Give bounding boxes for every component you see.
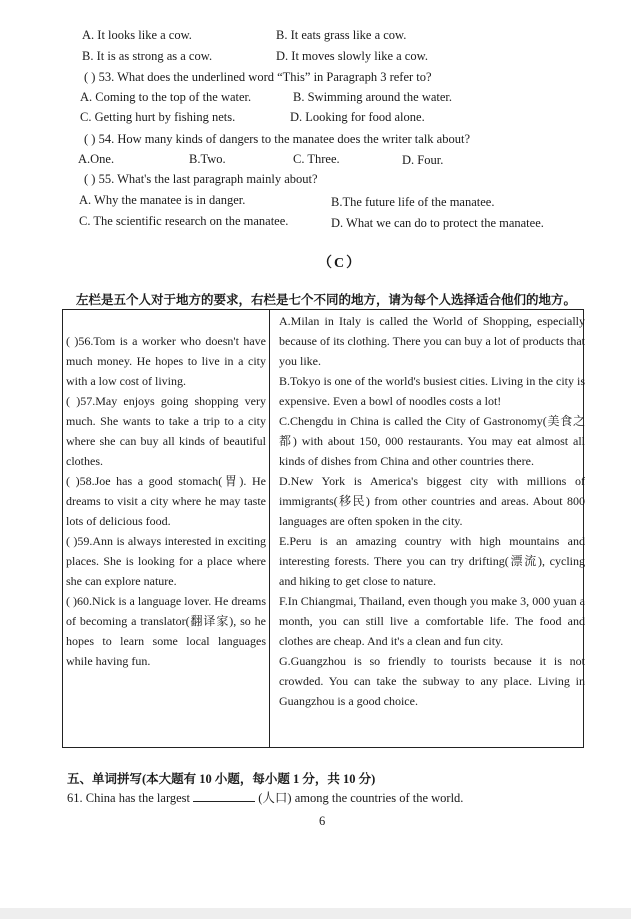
q61-hint: (人口) [258, 791, 292, 805]
place-item: D.New York is America's biggest city with millions of immigrants(移民) from other countries and areas. About 800 languages are often spoken in the city. [279, 474, 585, 528]
q61-prefix: 61. China has the largest [67, 791, 191, 805]
q53-option-b: B. Swimming around the water. [293, 90, 453, 104]
q52-option-b: B. It eats grass like a cow. [276, 28, 407, 42]
q53-option-c: C. Getting hurt by fishing nets. [80, 110, 236, 124]
place-item: A.Milan in Italy is called the World of Shopping, especially because of its clothing. There you can buy a lot of products that you like. [279, 314, 585, 368]
people-column [66, 331, 266, 671]
q54-stem: ( ) 54. How many kinds of dangers to the manatee does the writer talk about? [84, 132, 470, 146]
q53-stem: ( ) 53. What does the underlined word “This” in Paragraph 3 refer to? [84, 70, 432, 84]
q61-suffix: among the countries of the world. [294, 791, 464, 805]
q54-option-a: A.One. [78, 152, 115, 166]
person-item: ( )56.Tom is a worker who doesn't have much money. He hopes to live in a city with a low cost of living. [66, 334, 266, 388]
q53-option-d: D. Looking for food alone. [290, 110, 425, 124]
person-item: ( )60.Nick is a language lover. He dreams of becoming a translator(翻译家), so he hopes to learn some local languages while having fun. [66, 594, 266, 668]
q52-option-c: B. It is as strong as a cow. [82, 49, 213, 63]
bottom-edge-strip [0, 908, 631, 919]
q52-option-a: A. It looks like a cow. [82, 28, 192, 42]
person-item: ( )58.Joe has a good stomach(胃). He dreams to visit a city where he may taste lots of delicious food. [66, 474, 266, 528]
q55-option-c: C. The scientific research on the manatee. [79, 214, 289, 228]
q55-option-d: D. What we can do to protect the manatee. [331, 216, 544, 230]
q61-line [67, 790, 463, 806]
table-divider [269, 309, 270, 748]
q52-option-d: D. It moves slowly like a cow. [276, 49, 428, 63]
person-item: ( )59.Ann is always interested in exciting places. She is looking for a place where she can explore nature. [66, 534, 266, 588]
place-item: E.Peru is an amazing country with high mountains and interesting forests. There you can try drifting(漂流), cycling and hiking to get close to nature. [279, 534, 585, 588]
place-item: C.Chengdu in China is called the City of Gastronomy(美食之都) with about 150, 000 restaurants. You may eat almost all kinds of dishes from China and other countries there. [279, 414, 585, 468]
section5-heading: 五、单词拼写(本大题有 10 小题，每小题 1 分，共 10 分) [67, 772, 376, 786]
section-c-instruction: 左栏是五个人对于地方的要求，右栏是七个不同的地方，请为每个人选择适合他们的地方。 [76, 293, 577, 307]
q55-stem: ( ) 55. What's the last paragraph mainly about? [84, 172, 318, 186]
q54-option-c: C. Three. [293, 152, 340, 166]
person-item: ( )57.May enjoys going shopping very much. She wants to take a trip to a city where she can buy all kinds of beautiful clothes. [66, 394, 266, 468]
q53-option-a: A. Coming to the top of the water. [80, 90, 252, 104]
q55-option-b: B.The future life of the manatee. [331, 195, 495, 209]
places-column [279, 311, 585, 711]
q61-answer-blank[interactable] [193, 791, 255, 802]
place-item: F.In Chiangmai, Thailand, even though you make 3, 000 yuan a month, you can still live a comfortable life. The food and clothes are cheap. And it's a clean and fun city. [279, 594, 585, 648]
place-item: B.Tokyo is one of the world's busiest cities. Living in the city is expensive. Even a bowl of noodles costs a lot! [279, 374, 585, 408]
q54-option-d: D. Four. [402, 153, 444, 167]
q54-option-b: B.Two. [189, 152, 226, 166]
place-item: G.Guangzhou is so friendly to tourists because it is not crowded. You can take the subway to any place. Living in Guangzhou is a good choice. [279, 654, 585, 708]
page-number: 6 [319, 814, 326, 828]
q55-option-a: A. Why the manatee is in danger. [79, 193, 246, 207]
section-c-title: （C） [318, 256, 363, 271]
